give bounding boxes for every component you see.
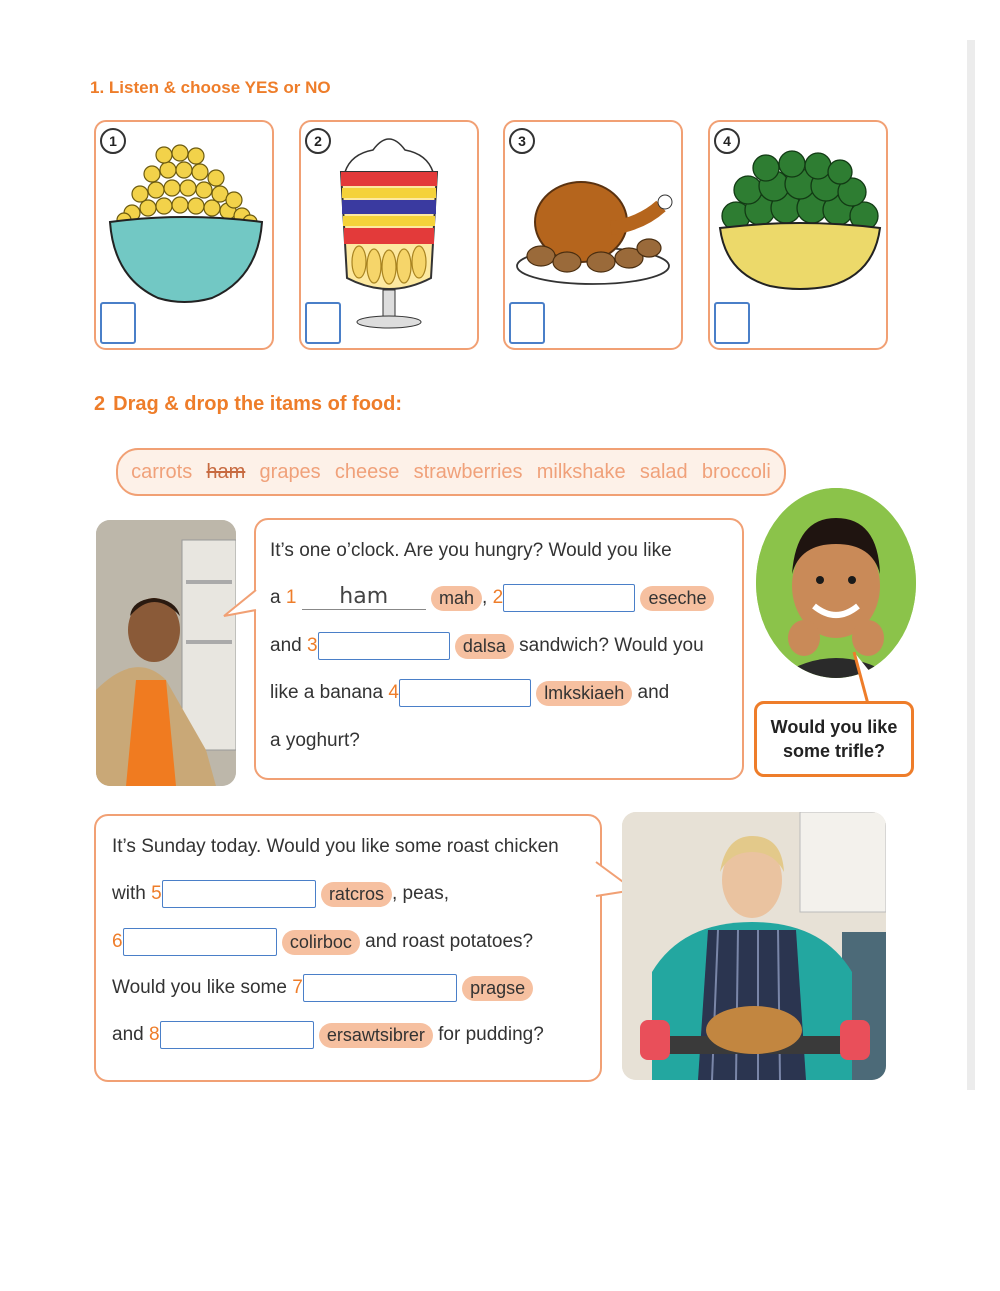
- word-bank-item[interactable]: milkshake: [536, 460, 626, 483]
- picture-card-3: [503, 120, 683, 350]
- answer-7-input[interactable]: [303, 974, 457, 1002]
- callout-line2: some trifle?: [782, 741, 886, 761]
- word-bank: [116, 448, 786, 496]
- item-number-3: 3: [306, 635, 318, 657]
- answer-1-filled[interactable]: ham: [302, 584, 426, 610]
- section2-title-text: Drag & drop the itams of food:: [113, 393, 403, 415]
- answer-3-input[interactable]: [318, 632, 450, 660]
- text: Would you like some: [112, 977, 287, 999]
- item-number-5: 5: [151, 883, 162, 905]
- picture-card-4: [708, 120, 888, 350]
- scrambled-word-6: colirboc: [282, 930, 360, 955]
- answer-8-input[interactable]: [160, 1021, 314, 1049]
- word-bank-item[interactable]: cheese: [334, 460, 400, 483]
- item-number-6: 6: [112, 931, 123, 953]
- section2-number: 2: [94, 393, 106, 415]
- text: and: [637, 682, 670, 704]
- callout-line1: Would you like: [770, 717, 898, 737]
- scrambled-word-5: ratcros: [321, 882, 392, 907]
- scrambled-word-7: pragse: [462, 976, 533, 1001]
- answer-6-input[interactable]: [123, 928, 277, 956]
- comma: ,: [482, 587, 488, 609]
- bubble1-line4: [270, 679, 669, 707]
- callout-tail: [840, 650, 900, 706]
- text: for pudding?: [438, 1024, 544, 1046]
- text: with: [112, 883, 146, 905]
- bubble1-line3: [270, 632, 704, 660]
- chickpeas-bowl-image: [102, 128, 266, 308]
- text: and: [270, 635, 302, 657]
- scrambled-word-1: mah: [431, 586, 482, 611]
- card-number-2: 2: [305, 128, 331, 154]
- text: and roast potatoes?: [365, 931, 534, 953]
- text: sandwich? Would you: [519, 635, 704, 657]
- word-bank-item[interactable]: carrots: [131, 460, 193, 483]
- page-edge: [967, 40, 975, 1090]
- answer-2-input[interactable]: [503, 584, 635, 612]
- broccoli-bowl-image: [716, 128, 884, 308]
- scrambled-word-4: lmkskiaeh: [536, 681, 632, 706]
- word-bank-item[interactable]: salad: [639, 460, 688, 483]
- bubble2-line1: It’s Sunday today. Would you like some roast chicken: [112, 836, 559, 857]
- word-bank-item[interactable]: broccoli: [701, 460, 771, 483]
- answer-box-3[interactable]: [509, 302, 545, 344]
- word-bank-item-used: ham: [206, 460, 246, 483]
- answer-5-input[interactable]: [162, 880, 316, 908]
- boy-photo: [96, 520, 236, 786]
- scrambled-word-3: dalsa: [455, 634, 514, 659]
- text: a: [270, 587, 281, 609]
- item-number-7: 7: [292, 977, 303, 999]
- item-number-1: 1: [285, 587, 297, 609]
- word-bank-item[interactable]: grapes: [259, 460, 321, 483]
- text: , peas,: [391, 883, 449, 905]
- scrambled-word-8: ersawtsibrer: [319, 1023, 433, 1048]
- section1-title: 1. Listen & choose YES or NO: [90, 78, 331, 97]
- answer-box-1[interactable]: [100, 302, 136, 344]
- word-bank-item[interactable]: strawberries: [413, 460, 523, 483]
- item-number-2: 2: [492, 587, 504, 609]
- woman-with-roast-photo: [622, 812, 886, 1080]
- card-number-3: 3: [509, 128, 535, 154]
- roast-chicken-image: [511, 128, 675, 308]
- bubble2-line2: [112, 880, 449, 908]
- answer-4-input[interactable]: [399, 679, 531, 707]
- card-number-1: 1: [100, 128, 126, 154]
- scrambled-word-2: eseche: [640, 586, 714, 611]
- bubble1-line1: It’s one o’clock. Are you hungry? Would you like: [270, 540, 672, 561]
- text: and: [112, 1024, 144, 1046]
- picture-card-2: [299, 120, 479, 350]
- bubble2-line4: [112, 974, 533, 1002]
- answer-box-2[interactable]: [305, 302, 341, 344]
- text: like a banana: [270, 682, 384, 704]
- item-number-8: 8: [148, 1024, 160, 1046]
- bubble1-line2: [270, 584, 714, 612]
- section2-title: [94, 393, 402, 416]
- bubble2-line5: [112, 1021, 544, 1049]
- trifle-callout: [754, 701, 914, 777]
- card-number-4: 4: [714, 128, 740, 154]
- bubble-1-tail: [222, 586, 258, 626]
- bubble2-line3: [112, 928, 533, 956]
- picture-card-1: [94, 120, 274, 350]
- answer-box-4[interactable]: [714, 302, 750, 344]
- item-number-4: 4: [388, 682, 399, 704]
- bubble1-line5: a yoghurt?: [270, 730, 360, 751]
